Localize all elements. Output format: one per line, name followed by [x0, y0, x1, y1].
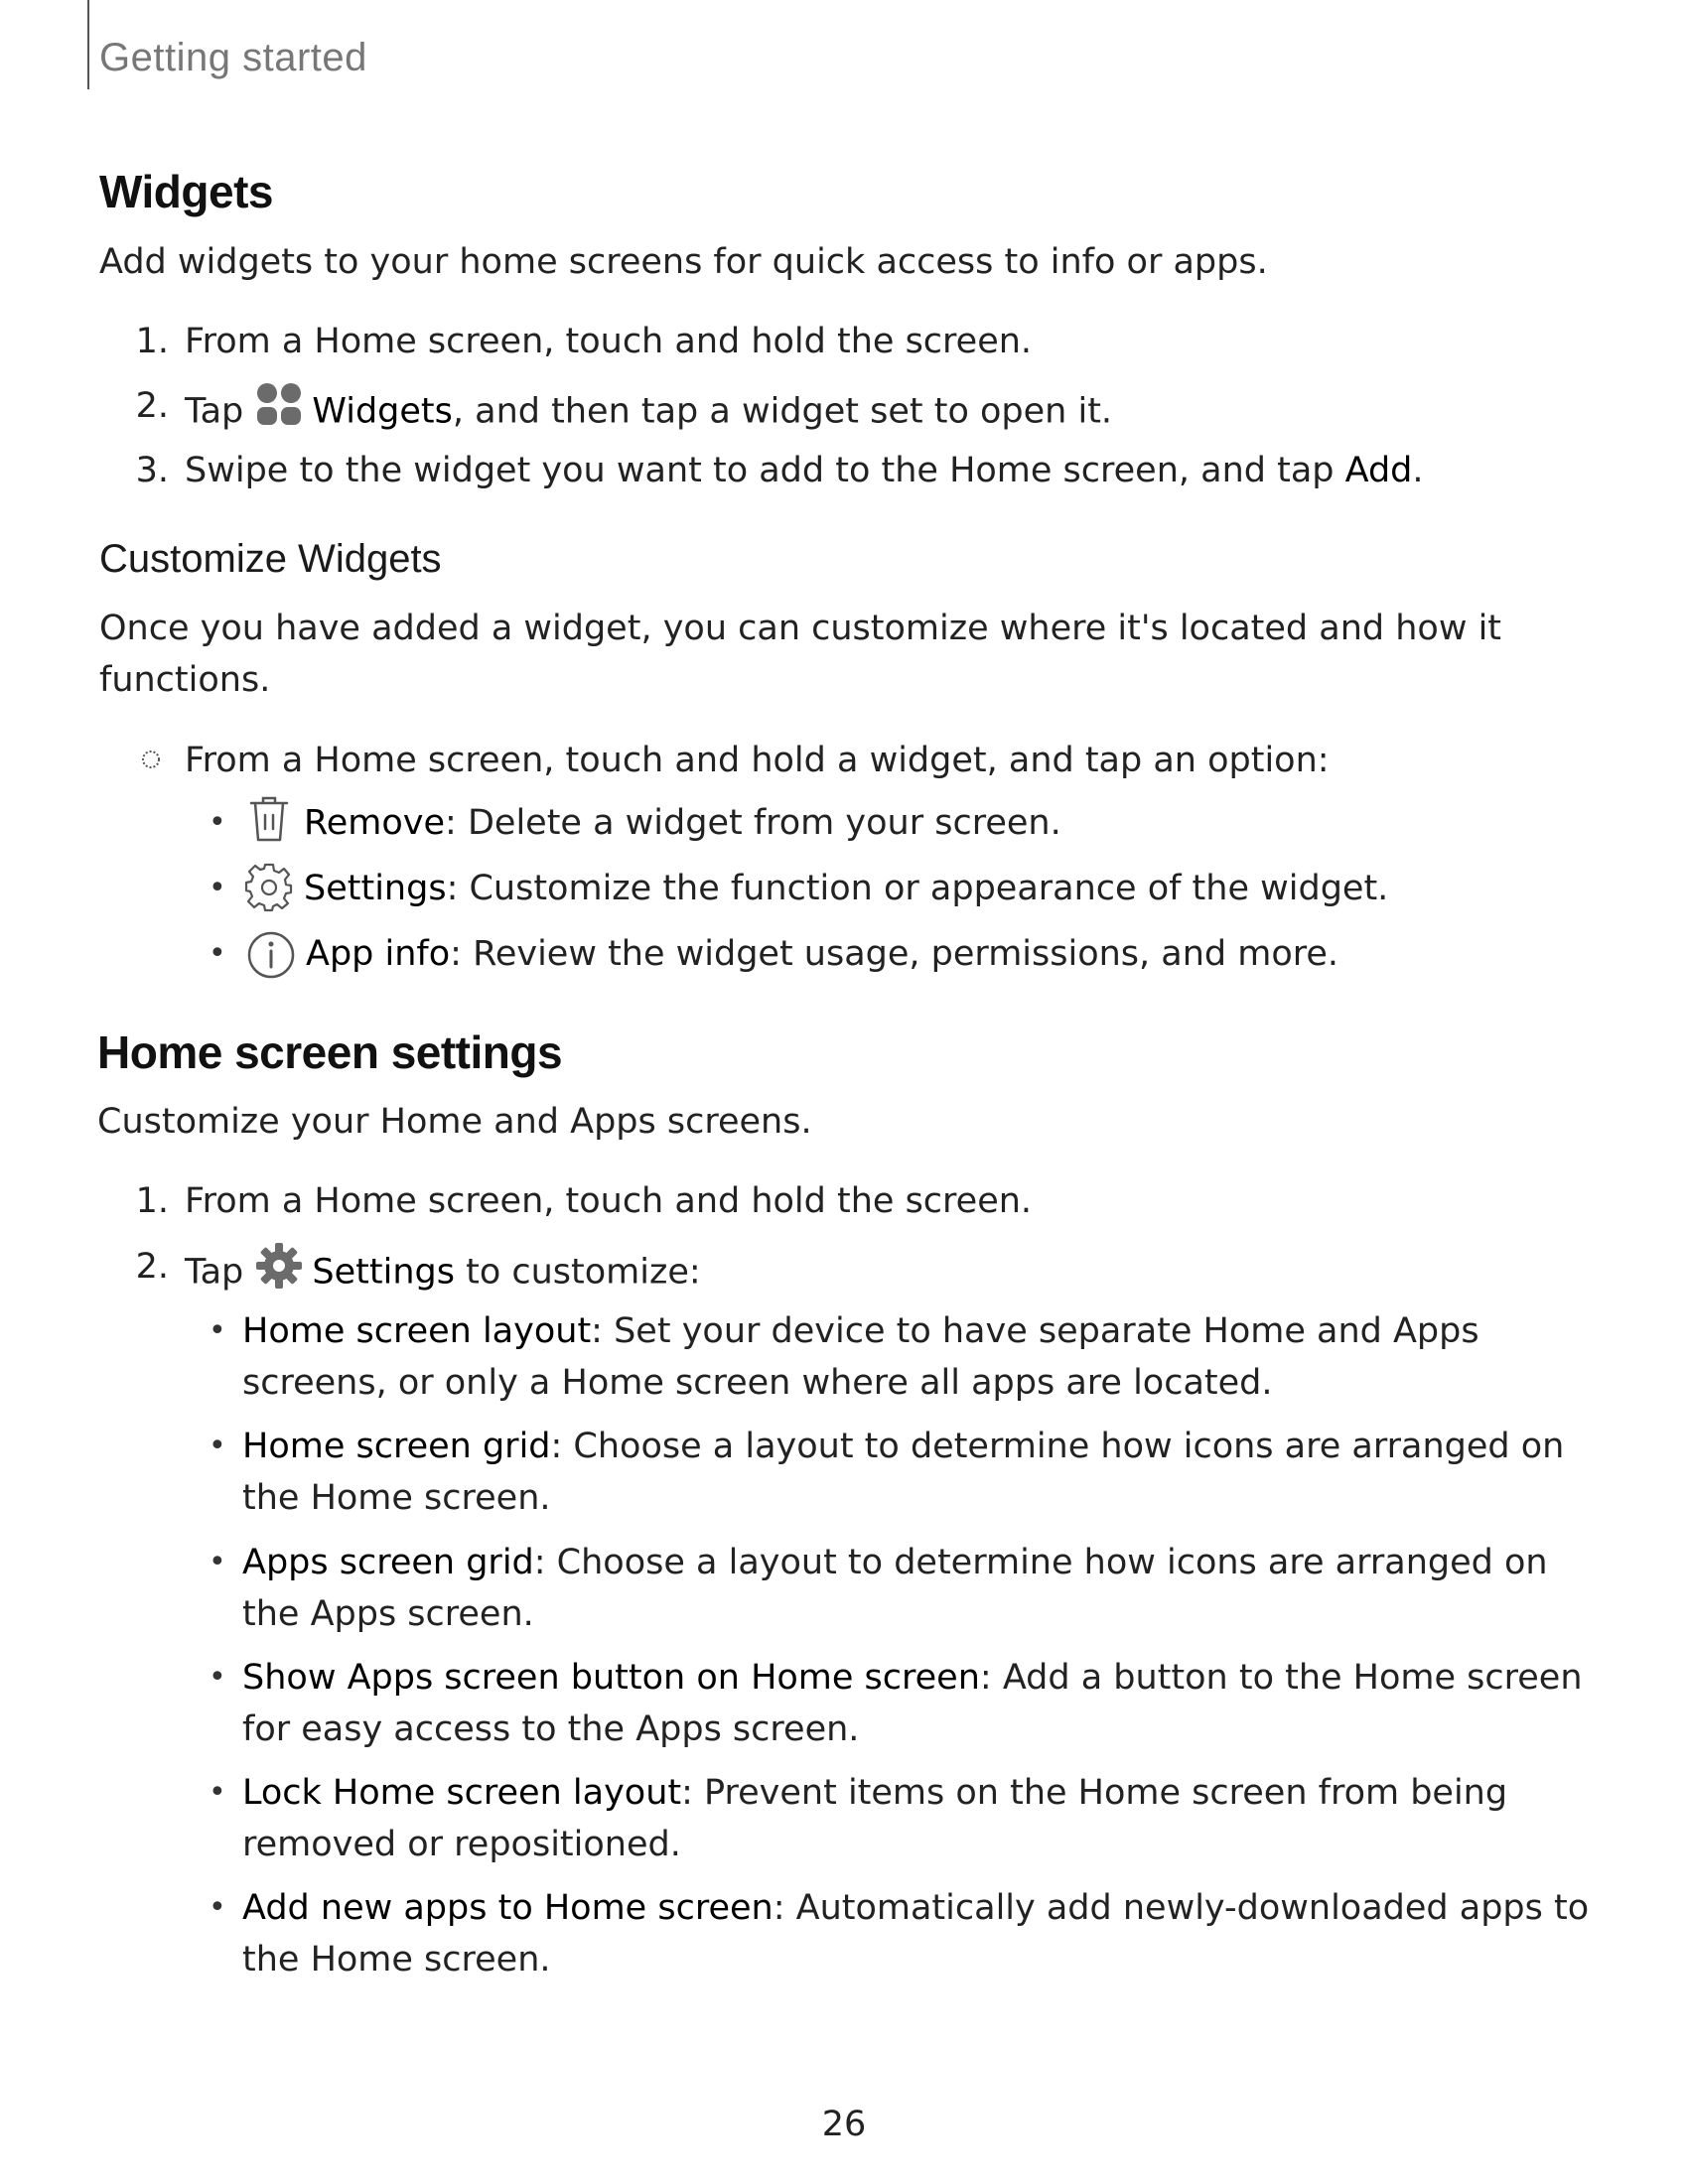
- item-desc: : Add a button to the Home screen: [979, 1658, 1583, 1698]
- item-line-1: [242, 1767, 1507, 1819]
- step-bold: Add: [1344, 451, 1413, 490]
- step-text: From a Home screen, touch and hold the screen.: [185, 1181, 1033, 1221]
- item-line-2: removed or repositioned.: [242, 1825, 681, 1864]
- option-settings: [0, 863, 1688, 918]
- home-settings-step-1: [0, 1175, 1688, 1227]
- option-bold: Remove: [304, 803, 446, 843]
- home-settings-intro: Customize your Home and Apps screens.: [97, 1102, 812, 1142]
- bullet: •: [209, 1313, 226, 1348]
- item-desc: : Choose a layout to determine how icons are arranged on: [533, 1543, 1548, 1582]
- step-text: From a Home screen, touch and hold the screen.: [185, 322, 1033, 361]
- step-number: 2.: [135, 386, 169, 426]
- bullet: •: [209, 1775, 226, 1810]
- customize-widgets-title: Customize Widgets: [99, 537, 442, 581]
- bullet: •: [209, 805, 226, 840]
- step-text: [185, 445, 1424, 496]
- item-bold: Lock Home screen layout: [242, 1773, 682, 1813]
- dotted-bullet-icon: [140, 749, 162, 774]
- step-post: , and then tap a widget set to open it.: [452, 391, 1113, 432]
- list-item-home-screen-grid: [0, 1421, 1688, 1524]
- option-desc: : Delete a widget from your screen.: [445, 803, 1061, 843]
- item-line-1: [242, 1305, 1479, 1357]
- bullet: •: [209, 1890, 226, 1925]
- option-text: [304, 797, 1061, 849]
- widgets-title: Widgets: [99, 166, 273, 217]
- step-pre: Tap: [185, 391, 244, 432]
- step-text: [185, 380, 1112, 445]
- option-app-info: [0, 928, 1688, 984]
- item-line-2: the Home screen.: [242, 1940, 551, 1979]
- list-item-home-screen-layout: [0, 1305, 1688, 1409]
- bullet: •: [209, 1429, 226, 1463]
- bullet: •: [209, 871, 226, 905]
- section-header: Getting started: [99, 36, 367, 79]
- item-line-2: the Apps screen.: [242, 1594, 534, 1634]
- step-post: to customize:: [454, 1252, 701, 1293]
- list-item-lock-home-screen-layout: [0, 1767, 1688, 1870]
- step-number: 1.: [135, 1181, 169, 1221]
- item-bold: Home screen layout: [242, 1311, 592, 1351]
- option-bold: Settings: [304, 869, 447, 908]
- item-desc: : Automatically add newly-downloaded apps to: [773, 1888, 1590, 1928]
- widgets-step-2: [0, 380, 1688, 432]
- step-bold: Widgets: [312, 391, 453, 432]
- item-line-1: [242, 1421, 1564, 1472]
- step-number: 1.: [135, 322, 169, 361]
- settings-gear-icon: [254, 1241, 304, 1305]
- bullet: •: [209, 1545, 226, 1579]
- step-text: [185, 1241, 701, 1305]
- widgets-icon: [254, 380, 304, 445]
- option-remove: [0, 797, 1688, 853]
- item-bold: Apps screen grid: [242, 1543, 534, 1582]
- widgets-intro: Add widgets to your home screens for quick access to info or apps.: [99, 242, 1268, 282]
- bullet: •: [209, 1660, 226, 1695]
- item-bold: Add new apps to Home screen: [242, 1888, 774, 1928]
- step-post: .: [1412, 451, 1424, 490]
- customize-intro-line-1: Once you have added a widget, you can customize where it's located and how it: [99, 609, 1502, 648]
- step-number: 3.: [135, 451, 169, 490]
- widgets-step-1: [0, 316, 1688, 367]
- home-screen-settings-title: Home screen settings: [97, 1026, 563, 1078]
- item-desc: : Choose a layout to determine how icons are arranged on: [550, 1427, 1565, 1466]
- item-bold: Home screen grid: [242, 1427, 551, 1466]
- item-line-2: screens, or only a Home screen where all apps are located.: [242, 1363, 1273, 1403]
- item-desc: : Set your device to have separate Home and Apps: [591, 1311, 1479, 1351]
- widgets-step-3: [0, 445, 1688, 496]
- page-number: 26: [821, 2105, 867, 2144]
- item-line-2: the Home screen.: [242, 1478, 551, 1518]
- header-divider: [87, 0, 89, 89]
- step-pre: Tap: [185, 1252, 244, 1293]
- gear-outline-icon: [244, 863, 294, 927]
- home-settings-step-2: [0, 1241, 1688, 1293]
- list-item-apps-screen-grid: [0, 1537, 1688, 1640]
- step-pre: Swipe to the widget you want to add to the Home screen, and tap: [185, 451, 1345, 490]
- customize-intro-line-2: functions.: [99, 660, 271, 700]
- step-bold: Settings: [312, 1252, 455, 1293]
- option-text: [304, 863, 1388, 914]
- item-desc: : Prevent items on the Home screen from being: [681, 1773, 1508, 1813]
- item-bold: Show Apps screen button on Home screen: [242, 1658, 980, 1698]
- item-line-1: [242, 1882, 1589, 1934]
- item-line-1: [242, 1537, 1548, 1588]
- option-desc: : Customize the function or appearance of the widget.: [446, 869, 1389, 908]
- option-text: [306, 928, 1338, 980]
- item-line-2: for easy access to the Apps screen.: [242, 1709, 860, 1749]
- info-icon: [246, 930, 296, 995]
- list-item-show-apps-button: [0, 1652, 1688, 1755]
- list-item-add-new-apps: [0, 1882, 1688, 1985]
- option-desc: : Review the widget usage, permissions, and more.: [450, 934, 1339, 974]
- trash-icon: [246, 793, 292, 860]
- option-bold: App info: [306, 934, 451, 974]
- customize-lead: From a Home screen, touch and hold a widget, and tap an option:: [185, 741, 1330, 780]
- item-line-1: [242, 1652, 1583, 1704]
- step-number: 2.: [135, 1247, 169, 1287]
- bullet: •: [209, 936, 226, 971]
